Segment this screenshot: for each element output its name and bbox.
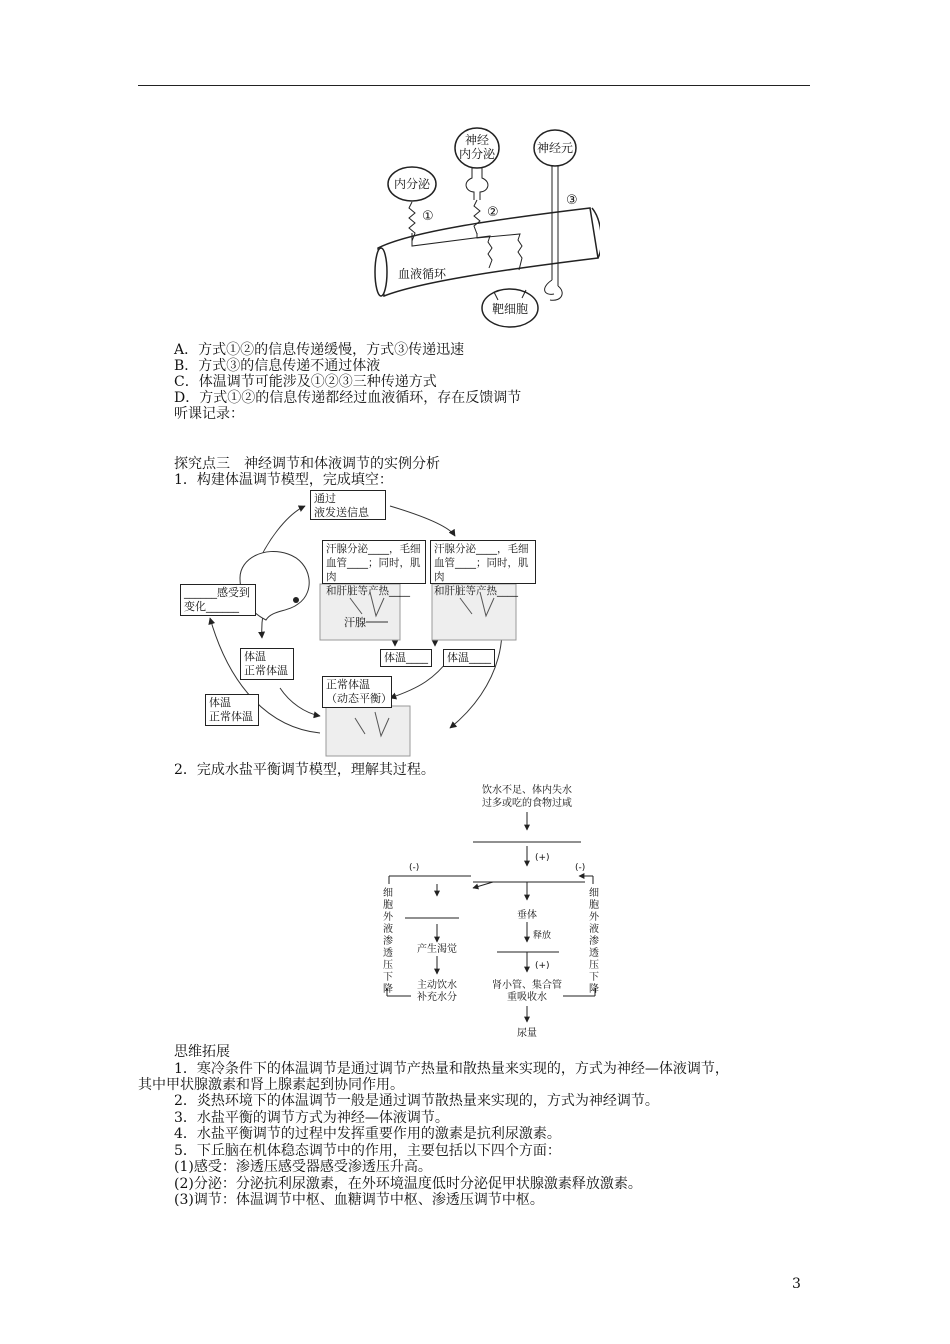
temp-bottom-left-box: 体温 正常体温 [205, 694, 259, 726]
pituitary-label: 垂体 [517, 910, 537, 921]
extension-p3: 3．水盐平衡的调节方式为神经—体液调节。 [174, 1110, 449, 1126]
extension-p1-b: 其中甲状腺激素和肾上腺素起到协同作用。 [138, 1077, 404, 1093]
svg-text:下: 下 [383, 972, 393, 983]
send-info-line2: 液发送信息 [314, 506, 369, 519]
svg-text:透: 透 [589, 948, 599, 959]
left-side-label [383, 887, 394, 995]
svg-text:外: 外 [589, 912, 599, 923]
notes-label: 听课记录： [174, 406, 244, 422]
svg-text:降: 降 [589, 984, 599, 995]
option-d: D．方式①②的信息传递都经过血液循环，存在反馈调节 [174, 390, 522, 406]
page-number: 3 [792, 1276, 801, 1292]
drink-line1: 主动饮水 [417, 980, 457, 991]
minus-left: (-) [409, 863, 420, 873]
svg-text:液: 液 [589, 924, 599, 935]
extension-s2: (2)分泌：分泌抗利尿激素，在外环境温度低时分泌促甲状腺激素释放激素。 [174, 1176, 642, 1192]
section-title: 探究点三 神经调节和体液调节的实例分析 [174, 456, 440, 472]
sweat-gland-label: 汗腺 [344, 616, 366, 629]
section-item-2: 2．完成水盐平衡调节模型，理解其过程。 [174, 762, 435, 778]
thirst-label: 产生渴觉 [417, 944, 457, 955]
svg-text:细: 细 [383, 888, 393, 899]
signal-transmission-diagram [370, 120, 600, 338]
cause-line2: 过多或吃的食物过咸 [482, 798, 572, 809]
normal-temp-box: 正常体温 （动态平衡） [322, 676, 392, 708]
cause-line1: 饮水不足、体内失水 [482, 785, 572, 796]
water-salt-balance-diagram [375, 778, 615, 1040]
svg-text:渗: 渗 [589, 936, 599, 947]
extension-s3: (3)调节：体温调节中枢、血糖调节中枢、渗透压调节中枢。 [174, 1192, 544, 1208]
kidney-line1: 肾小管、集合管 [492, 980, 562, 991]
section-item-1: 1．构建体温调节模型，完成填空： [174, 472, 393, 488]
target-cell-label: 靶细胞 [491, 302, 529, 316]
svg-text:下: 下 [589, 972, 599, 983]
blood-circulation-label: 血液循环 [398, 267, 447, 281]
svg-text:胞: 胞 [383, 900, 393, 911]
kidney-line2: 重吸收水 [507, 992, 547, 1003]
mark-3: ③ [566, 193, 578, 208]
send-info-box [310, 490, 386, 520]
temp-right-box: 体温____ [443, 649, 495, 667]
extension-s1: (1)感受：渗透压感受器感受渗透压升高。 [174, 1159, 432, 1175]
send-info-line1: 通过 [314, 492, 336, 505]
minus-right: (-) [575, 863, 586, 873]
svg-text:胞: 胞 [589, 900, 599, 911]
svg-text:压: 压 [589, 960, 599, 971]
sense-change-box: ______感受到 变化______ [180, 584, 256, 616]
urine-label: 尿量 [517, 1028, 537, 1039]
neuro-label-line1: 神经 [464, 133, 490, 147]
temp-left-box: 体温____ [380, 649, 432, 667]
option-b: B．方式③的信息传递不通过体液 [174, 358, 381, 374]
release-label: 释放 [533, 931, 552, 941]
extension-title: 思维拓展 [174, 1044, 230, 1060]
mark-2: ② [487, 205, 499, 220]
temp-mid-left-box: 体温 正常体温 [240, 648, 294, 680]
extension-p2: 2．炎热环境下的体温调节一般是通过调节散热量来实现的，方式为神经调节。 [174, 1093, 659, 1109]
svg-text:液: 液 [383, 924, 393, 935]
extension-p1-a: 1．寒冷条件下的体温调节是通过调节产热量和散热量来实现的，方式为神经—体液调节， [174, 1061, 729, 1077]
drink-line2: 补充水分 [417, 992, 457, 1003]
extension-p4: 4．水盐平衡调节的过程中发挥重要作用的激素是抗利尿激素。 [174, 1126, 561, 1142]
mark-1: ① [422, 209, 434, 224]
option-c: C．体温调节可能涉及①②③三种传递方式 [174, 374, 437, 390]
box-left-top: 汗腺分泌____，毛细 血管____；同时，肌肉 和肝脏等产热____ [322, 540, 426, 584]
right-side-label [589, 887, 600, 995]
option-a: A．方式①②的信息传递缓慢，方式③传递迅速 [174, 342, 465, 358]
svg-text:细: 细 [589, 888, 599, 899]
plus-1: (+) [535, 853, 550, 863]
svg-text:外: 外 [383, 912, 393, 923]
extension-p5: 5．下丘脑在机体稳态调节中的作用，主要包括以下四个方面： [174, 1143, 561, 1159]
svg-text:降: 降 [383, 984, 393, 995]
plus-2: (+) [535, 961, 550, 971]
svg-text:渗: 渗 [383, 936, 393, 947]
svg-text:透: 透 [383, 948, 393, 959]
neuron-label: 神经元 [536, 141, 574, 155]
svg-text:压: 压 [383, 960, 393, 971]
box-right-top: 汗腺分泌____，毛细 血管____；同时，肌肉 和肝脏等产热____ [430, 540, 536, 584]
endocrine-label: 内分泌 [393, 177, 431, 191]
neuro-label-line2: 内分泌 [458, 147, 496, 161]
header-rule [138, 85, 810, 86]
